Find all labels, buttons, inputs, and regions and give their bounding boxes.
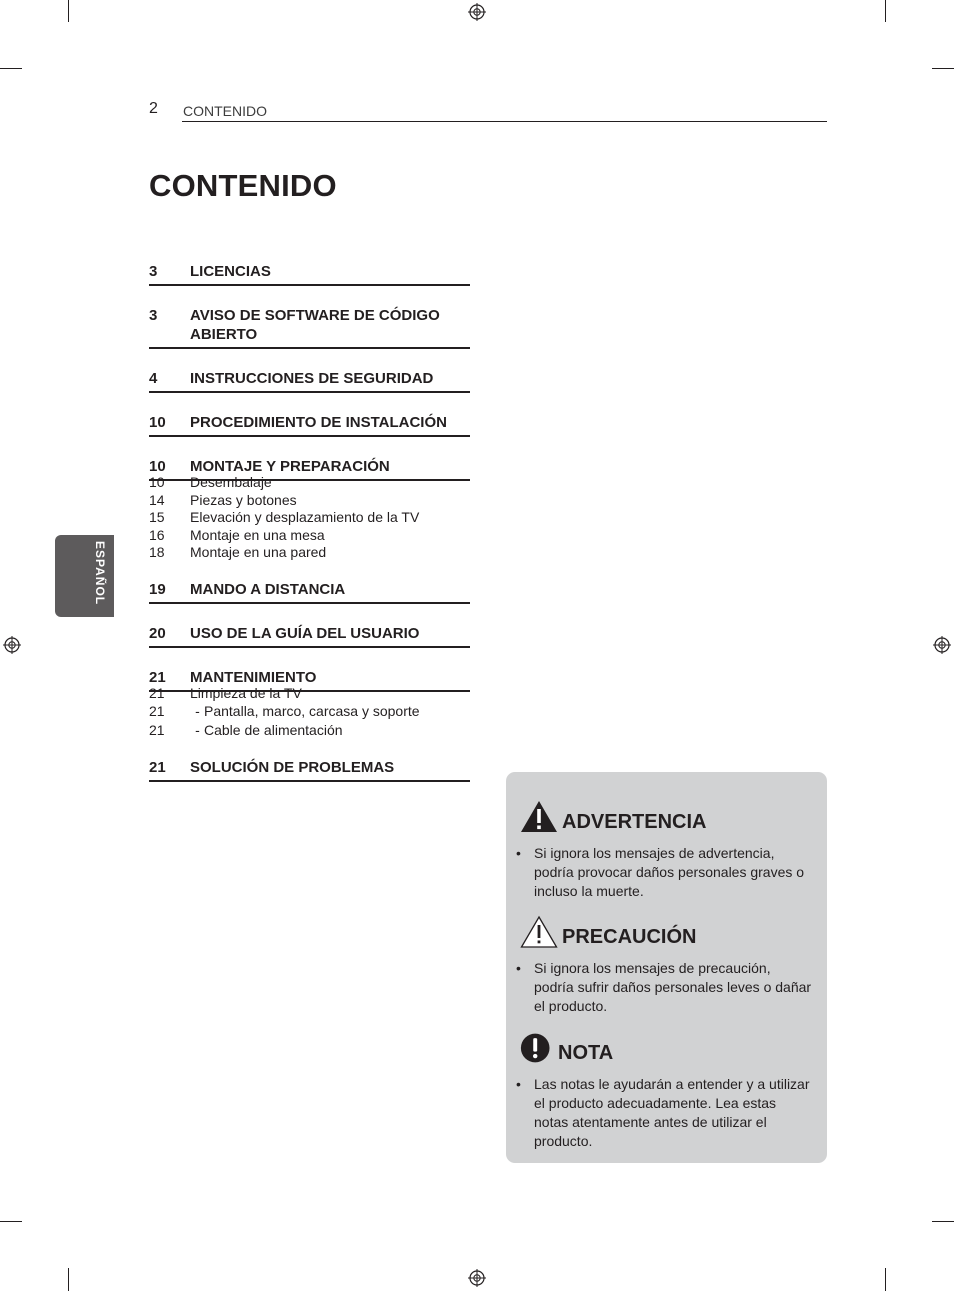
toc-subentry-page-number: 10 (149, 474, 165, 490)
toc-subentry-title: Montaje en una pared (190, 544, 327, 560)
crop-mark (68, 1268, 69, 1291)
crop-mark (885, 1268, 886, 1291)
toc-section (149, 758, 470, 782)
toc-subentry-page-number: 15 (149, 509, 165, 525)
toc-entry[interactable] (149, 624, 470, 648)
toc-subentry-dash: - (195, 722, 200, 738)
toc-subentry-page-number: 21 (149, 703, 165, 719)
toc-subentry-page-number: 18 (149, 544, 165, 560)
toc-subentry-page-number: 21 (149, 722, 165, 738)
toc-subentry[interactable] (149, 721, 470, 740)
warning-title: ADVERTENCIA (562, 811, 707, 833)
toc-subentry[interactable] (149, 474, 470, 492)
registration-mark-icon (3, 636, 21, 654)
header-rule (182, 121, 827, 122)
toc-page-number: 20 (149, 624, 166, 642)
toc-entry-title: LICENCIAS (190, 263, 271, 280)
warning-text: • Si ignora los mensajes de advertencia, podría provocar daños personales graves o incluso la muerte. (506, 844, 827, 901)
crop-mark (0, 1221, 22, 1222)
toc-subentry-dash: - (195, 703, 200, 719)
toc-section (149, 306, 470, 349)
toc-entry-title: PROCEDIMIENTO DE INSTALACIÓN (190, 414, 447, 431)
toc-entry-title: MANTENIMIENTO (190, 668, 317, 686)
toc-entry-title: MONTAJE Y PREPARACIÓN (190, 458, 390, 475)
page-number: 2 (149, 100, 158, 117)
registration-mark-icon (468, 1269, 486, 1287)
language-side-tab (55, 535, 114, 617)
toc-page-number: 4 (149, 370, 158, 387)
toc-page-number: 10 (149, 458, 166, 475)
note-notice (506, 1027, 827, 1151)
toc-subentry-page-number: 14 (149, 491, 165, 508)
toc-subentry-title: Desembalaje (190, 474, 272, 490)
toc-entry-title: INSTRUCCIONES DE SEGURIDAD (190, 370, 434, 387)
caution-title: PRECAUCIÓN (562, 926, 697, 948)
toc-page-number: 21 (149, 668, 166, 686)
toc-entry[interactable] (149, 369, 470, 393)
toc-entry-title: SOLUCIÓN DE PROBLEMAS (190, 759, 395, 776)
note-text: • Las notas le ayudarán a entender y a utilizar el producto adecuadamente. Lea estas notas atentamente antes de utilizar el producto. (506, 1075, 827, 1151)
toc-section (149, 580, 470, 604)
toc-subentry[interactable] (149, 544, 470, 562)
toc-subentry[interactable] (149, 702, 470, 721)
toc-subentry-title: Elevación y desplazamiento de la TV (190, 509, 420, 525)
crop-mark (932, 68, 954, 69)
toc-subentry-title: Piezas y botones (190, 491, 297, 508)
toc-page-number: 19 (149, 580, 166, 598)
crop-mark (68, 0, 69, 22)
toc-entry[interactable] (149, 413, 470, 437)
toc-section (149, 262, 470, 286)
crop-mark (932, 1221, 954, 1222)
toc-page-number: 3 (149, 263, 158, 280)
caution-outline-triangle-icon (520, 915, 558, 949)
running-header-title: CONTENIDO (183, 103, 267, 119)
toc-entry-title: USO DE LA GUÍA DEL USUARIO (190, 624, 420, 642)
toc-subentry-page-number: 16 (149, 526, 165, 543)
note-title: NOTA (558, 1042, 614, 1064)
toc-subentry-page-number: 21 (149, 684, 165, 701)
toc-entry[interactable] (149, 306, 470, 349)
toc-subentry-title: Montaje en una mesa (190, 526, 325, 543)
registration-mark-icon (468, 3, 486, 21)
toc-page-number: 21 (149, 759, 166, 776)
toc-entry[interactable] (149, 758, 470, 782)
safety-notice-box (506, 772, 827, 1163)
toc-subentry[interactable] (149, 492, 470, 510)
toc-section (149, 457, 470, 562)
toc-page-number: 3 (149, 307, 158, 324)
toc-entry-title: MANDO A DISTANCIA (190, 580, 346, 598)
crop-mark (885, 0, 886, 22)
toc-subentry[interactable] (149, 685, 470, 703)
registration-mark-icon (933, 636, 951, 654)
crop-mark (0, 68, 22, 69)
toc-entry[interactable] (149, 580, 470, 604)
toc-entry[interactable] (149, 262, 470, 286)
table-of-contents (149, 262, 470, 802)
caution-text: • Si ignora los mensajes de precaución, podría sufrir daños personales leves o dañar el producto. (506, 959, 827, 1016)
toc-page-number: 10 (149, 414, 166, 431)
toc-section (149, 624, 470, 648)
toc-subentry[interactable] (149, 527, 470, 545)
note-exclamation-circle-icon (520, 1031, 554, 1065)
caution-notice (506, 911, 827, 1016)
toc-subentry-title: Cable de alimentación (204, 722, 343, 738)
warning-notice (506, 796, 827, 901)
toc-section (149, 369, 470, 393)
language-tab-label: ESPAÑOL (93, 541, 107, 606)
toc-subentry-title: Pantalla, marco, carcasa y soporte (204, 703, 420, 719)
toc-subentry-title: Limpieza de la TV (190, 684, 302, 701)
page-title: CONTENIDO (149, 168, 337, 203)
toc-entry-title: AVISO DE SOFTWARE DE CÓDIGO ABIERTO (190, 307, 440, 343)
toc-section (149, 413, 470, 437)
toc-subentry[interactable] (149, 509, 470, 527)
toc-section (149, 668, 470, 741)
warning-filled-triangle-icon (520, 800, 558, 834)
